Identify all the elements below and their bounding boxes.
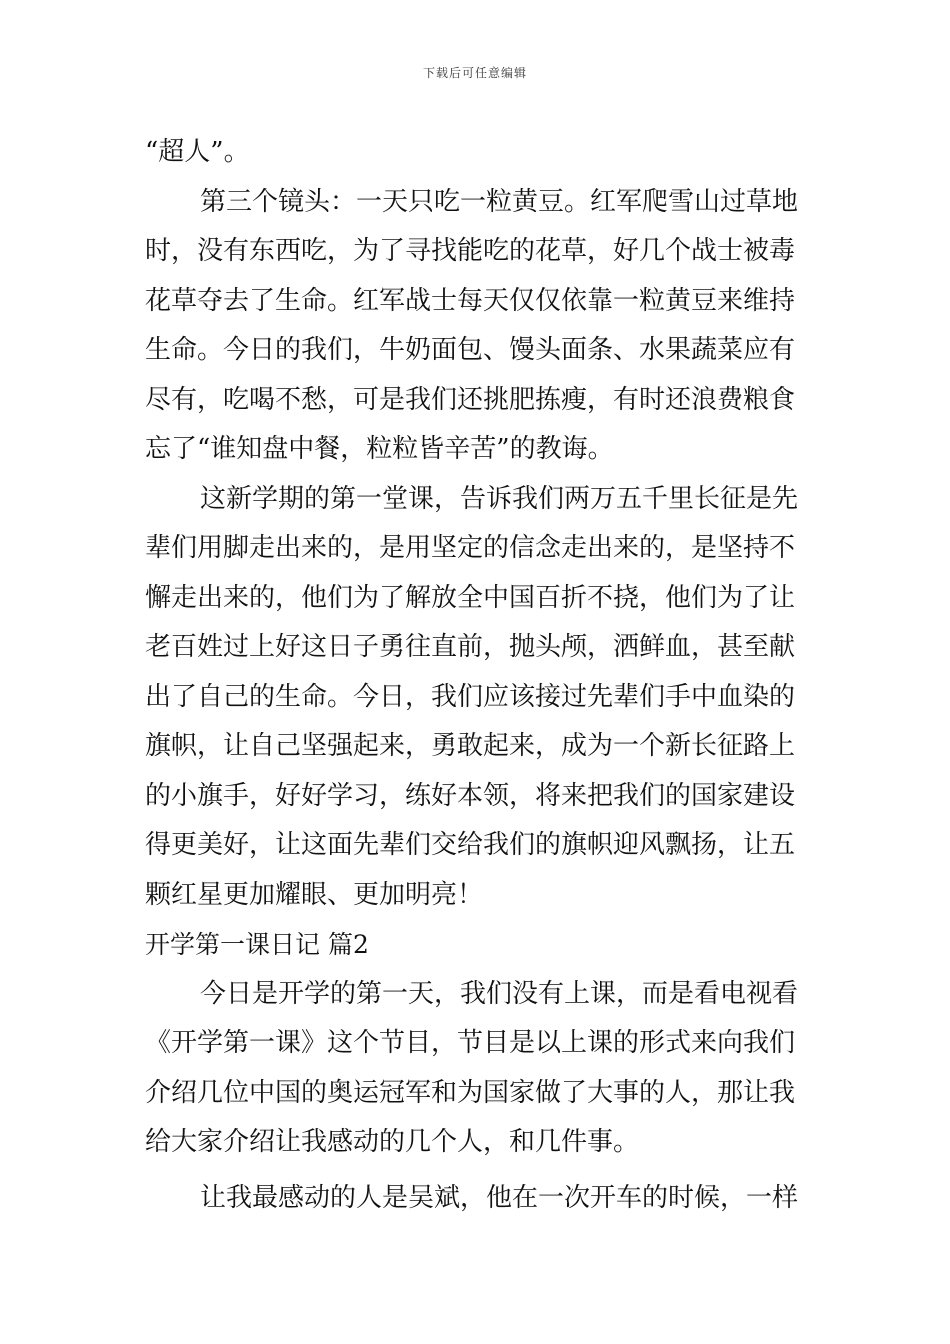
header-note: 下载后可任意编辑 [422,66,527,80]
paragraph-line: 这新学期的第一堂课，告诉我们两万五千里长征是先 [200,483,799,514]
paragraph-line: 《开学第一课》这个节目，节目是以上课的形式来向我们 [145,1028,796,1058]
paragraph-line: 今日是开学的第一天，我们没有上课，而是看电视看 [200,978,799,1009]
paragraph-line: 介绍几位中国的奥运冠军和为国家做了大事的人，那让我 [145,1077,796,1108]
paragraph-line: 花草夺去了生命。红军战士每天仅仅依靠一粒黄豆来维持 [145,285,796,316]
paragraph-line: 第三个镜头：一天只吃一粒黄豆。红军爬雪山过草地 [200,186,799,217]
paragraph-line: 得更美好，让这面先辈们交给我们的旗帜迎风飘扬，让五 [145,830,796,860]
paragraph-line: 颗红星更加耀眼、更加明亮！ [145,879,484,910]
paragraph-line: 给大家介绍让我感动的几个人，和几件事。 [145,1127,640,1157]
document-body [145,128,807,1223]
paragraph-line: 生命。今日的我们，牛奶面包、馒头面条、水果蔬菜应有 [145,335,796,365]
paragraph-line: 懈走出来的，他们为了解放全中国百折不挠，他们为了让 [145,582,796,613]
paragraph-line: 辈们用脚走出来的，是用坚定的信念走出来的，是坚持不 [145,533,796,563]
paragraph-line: 的小旗手，好好学习，练好本领，将来把我们的国家建设 [145,780,796,811]
paragraph-line: 尽有，吃喝不愁，可是我们还挑肥拣瘦，有时还浪费粮食 [145,384,796,415]
paragraph-line: 旗帜，让自己坚强起来，勇敢起来，成为一个新长征路上 [145,731,796,761]
section-heading: 开学第一课日记 篇2 [145,930,369,959]
paragraph-line: 让我最感动的人是吴斌，他在一次开车的时候，一样 [200,1182,799,1213]
paragraph-line: 忘了“谁知盘中餐，粒粒皆辛苦”的教诲。 [145,434,614,464]
paragraph-line: 时，没有东西吃，为了寻找能吃的花草，好几个战士被毒 [145,236,796,266]
paragraph-line: 老百姓过上好这日子勇往直前，抛头颅，洒鲜血，甚至献 [145,632,796,662]
paragraph-line: 出了自己的生命。今日，我们应该接过先辈们手中血染的 [145,681,796,712]
paragraph-line: “超人”。 [145,137,250,167]
